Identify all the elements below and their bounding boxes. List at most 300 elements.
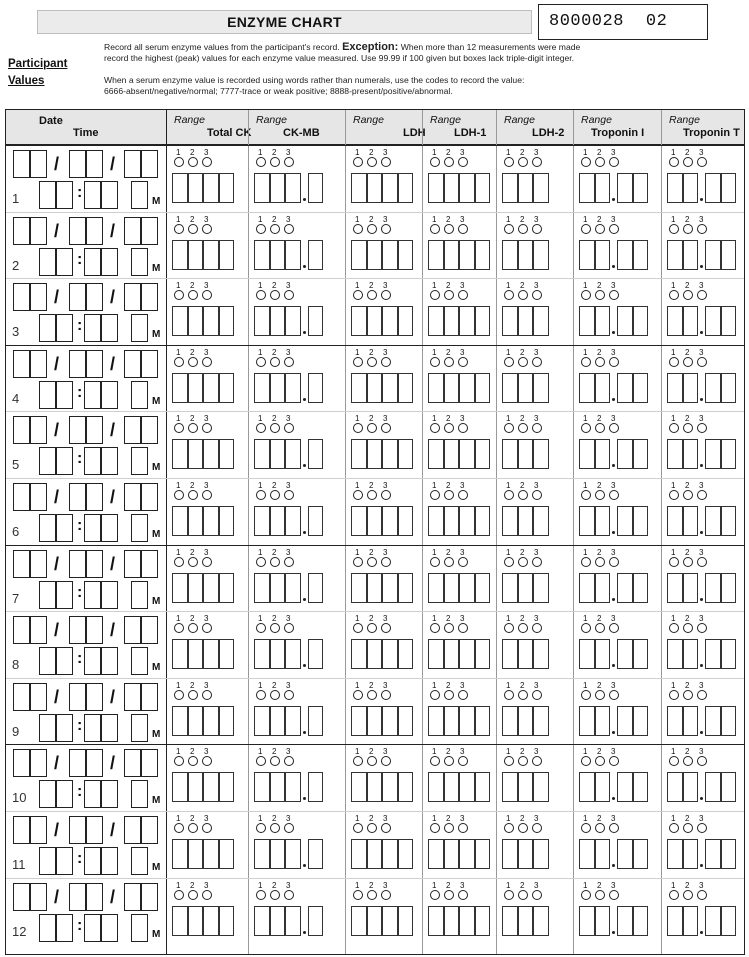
- range-number: 1: [583, 214, 588, 224]
- range-number: 2: [597, 547, 602, 557]
- range-number: 3: [460, 680, 465, 690]
- range-number: 2: [369, 614, 374, 624]
- date-separator: /: [110, 287, 116, 308]
- meridiem-label: M: [152, 928, 161, 940]
- row-number: 4: [12, 390, 20, 406]
- range-number: 2: [190, 814, 195, 823]
- range-number: 3: [460, 747, 465, 757]
- enzyme-name: Troponin T: [683, 127, 740, 139]
- range-number: 1: [583, 481, 588, 490]
- range-number: 2: [369, 414, 374, 424]
- values-word: Values: [8, 75, 45, 87]
- range-number: 1: [176, 814, 181, 823]
- date-separator: /: [110, 753, 116, 774]
- range-number: 2: [369, 148, 374, 157]
- range-number: 3: [286, 747, 291, 757]
- instruction-line4: 6666-absent/negative/normal; 7777-trace or weak positive; 8888-present/positive/abnormal.: [104, 86, 453, 96]
- range-number: 1: [583, 148, 588, 157]
- range-number: 3: [286, 281, 291, 291]
- range-number: 3: [383, 747, 388, 757]
- range-number: 1: [583, 414, 588, 424]
- range-number: 3: [460, 281, 465, 291]
- range-number: 2: [446, 281, 451, 291]
- range-number: 1: [583, 281, 588, 291]
- range-number: 1: [355, 148, 360, 157]
- range-number: 1: [671, 481, 676, 490]
- range-number: 1: [506, 214, 511, 224]
- range-number: 1: [432, 148, 437, 157]
- range-number: 3: [611, 614, 616, 624]
- range-number: 1: [506, 547, 511, 557]
- range-number: 1: [583, 747, 588, 757]
- range-number: 1: [671, 680, 676, 690]
- range-number: 2: [685, 680, 690, 690]
- range-number: 3: [611, 680, 616, 690]
- range-number: 3: [204, 814, 209, 823]
- range-number: 2: [685, 347, 690, 357]
- range-number: 1: [432, 547, 437, 557]
- date-separator: /: [110, 553, 116, 574]
- range-number: 3: [460, 880, 465, 890]
- range-number: 1: [258, 880, 263, 890]
- date-separator: /: [110, 620, 116, 641]
- range-number: 2: [685, 281, 690, 291]
- range-number: 3: [204, 680, 209, 690]
- range-number: 1: [506, 814, 511, 823]
- range-number: 1: [432, 747, 437, 757]
- date-separator: /: [110, 220, 116, 241]
- range-number: 1: [506, 880, 511, 890]
- range-number: 1: [176, 214, 181, 224]
- range-number: 2: [520, 747, 525, 757]
- range-number: 1: [176, 614, 181, 624]
- range-number: 3: [286, 214, 291, 224]
- date-separator: /: [54, 353, 60, 374]
- range-number: 3: [534, 347, 539, 357]
- range-number: 1: [506, 614, 511, 624]
- range-number: 2: [190, 281, 195, 291]
- range-number: 3: [286, 880, 291, 890]
- range-number: 2: [190, 547, 195, 557]
- range-number: 1: [258, 148, 263, 157]
- range-number: 1: [258, 281, 263, 291]
- range-number: 1: [258, 680, 263, 690]
- row-number: 12: [12, 923, 27, 939]
- range-number: 3: [286, 414, 291, 424]
- time-separator: :: [77, 650, 83, 668]
- row-number: 2: [12, 257, 20, 273]
- range-number: 1: [432, 347, 437, 357]
- range-number: 2: [520, 481, 525, 490]
- range-number: 1: [258, 747, 263, 757]
- range-number: 1: [355, 481, 360, 490]
- range-number: 3: [534, 214, 539, 224]
- range-number: 2: [272, 281, 277, 291]
- range-number: 1: [506, 414, 511, 424]
- range-number: 2: [597, 214, 602, 224]
- enzyme-name: Total CK: [207, 127, 252, 139]
- range-number: 3: [611, 347, 616, 357]
- range-number: 3: [699, 281, 704, 291]
- range-number: 2: [446, 148, 451, 157]
- range-number: 2: [190, 614, 195, 624]
- range-number: 1: [432, 414, 437, 424]
- form-id-box: [538, 4, 708, 40]
- date-separator: /: [54, 487, 60, 507]
- range-number: 1: [355, 347, 360, 357]
- instructions-block-2: [104, 75, 744, 97]
- range-number: 1: [506, 481, 511, 490]
- instruction-line1b: When more than 12 measurements were made: [400, 42, 581, 52]
- range-number: 2: [520, 814, 525, 823]
- range-number: 1: [671, 148, 676, 157]
- row-number: 9: [12, 723, 20, 739]
- range-number: 1: [583, 547, 588, 557]
- range-number: 2: [446, 680, 451, 690]
- range-number: 1: [671, 880, 676, 890]
- range-number: 3: [534, 481, 539, 490]
- range-number: 2: [520, 148, 525, 157]
- range-number: 1: [176, 747, 181, 757]
- time-separator: :: [77, 184, 83, 201]
- range-number: 2: [685, 547, 690, 557]
- range-label: Range: [430, 114, 461, 126]
- range-number: 2: [597, 281, 602, 291]
- range-number: 3: [286, 481, 291, 490]
- range-number: 3: [460, 547, 465, 557]
- range-number: 1: [355, 680, 360, 690]
- row-number: 3: [12, 324, 20, 340]
- range-number: 2: [272, 214, 277, 224]
- date-separator: /: [110, 154, 116, 174]
- row-number: 10: [12, 790, 27, 806]
- date-separator: /: [110, 420, 116, 441]
- range-number: 1: [583, 680, 588, 690]
- range-number: 2: [272, 680, 277, 690]
- range-number: 3: [204, 214, 209, 224]
- range-number: 3: [286, 347, 291, 357]
- range-number: 3: [383, 481, 388, 490]
- range-number: 1: [176, 880, 181, 890]
- range-number: 1: [176, 481, 181, 490]
- date-separator: /: [110, 686, 116, 707]
- date-separator: /: [54, 886, 60, 907]
- range-number: 1: [258, 481, 263, 490]
- range-number: 3: [611, 547, 616, 557]
- range-number: 1: [355, 214, 360, 224]
- date-separator: /: [54, 820, 60, 840]
- instruction-line1a: Record all serum enzyme values from the participant's record.: [104, 42, 340, 52]
- date-separator: /: [110, 886, 116, 907]
- range-number: 3: [460, 347, 465, 357]
- range-number: 2: [272, 414, 277, 424]
- range-number: 1: [671, 814, 676, 823]
- range-number: 2: [597, 148, 602, 157]
- range-number: 2: [190, 481, 195, 490]
- range-number: 1: [176, 680, 181, 690]
- range-number: 2: [685, 880, 690, 890]
- range-number: 2: [272, 547, 277, 557]
- range-number: 3: [534, 880, 539, 890]
- range-number: 2: [520, 614, 525, 624]
- range-number: 1: [432, 814, 437, 823]
- range-number: 3: [286, 814, 291, 823]
- range-number: 1: [355, 281, 360, 291]
- range-number: 2: [685, 614, 690, 624]
- range-number: 2: [369, 880, 374, 890]
- enzyme-name: LDH-2: [532, 127, 565, 139]
- meridiem-label: M: [152, 462, 161, 474]
- range-number: 3: [204, 880, 209, 890]
- range-number: 3: [460, 614, 465, 624]
- range-number: 3: [611, 481, 616, 490]
- date-separator: /: [110, 487, 116, 507]
- range-number: 3: [204, 281, 209, 291]
- range-number: 2: [520, 347, 525, 357]
- row-number: 1: [12, 191, 20, 206]
- range-number: 1: [176, 148, 181, 157]
- range-number: 1: [583, 347, 588, 357]
- time-separator: :: [77, 850, 83, 867]
- table-outline: [5, 109, 745, 955]
- range-number: 2: [520, 214, 525, 224]
- time-separator: :: [77, 517, 83, 534]
- date-header-label: Date: [39, 115, 63, 127]
- meridiem-label: M: [152, 728, 161, 740]
- range-number: 1: [671, 214, 676, 224]
- range-number: 1: [258, 547, 263, 557]
- range-number: 3: [611, 880, 616, 890]
- meridiem-label: M: [152, 395, 161, 407]
- range-number: 2: [685, 148, 690, 157]
- range-number: 3: [699, 481, 704, 490]
- range-number: 2: [685, 747, 690, 757]
- range-number: 2: [272, 747, 277, 757]
- range-number: 3: [460, 148, 465, 157]
- range-number: 1: [432, 614, 437, 624]
- range-number: 1: [671, 347, 676, 357]
- range-number: 2: [272, 481, 277, 490]
- range-number: 2: [597, 814, 602, 823]
- range-number: 1: [432, 680, 437, 690]
- range-number: 3: [286, 547, 291, 557]
- range-number: 2: [446, 547, 451, 557]
- range-number: 3: [699, 214, 704, 224]
- meridiem-label: M: [152, 262, 161, 274]
- range-number: 2: [597, 680, 602, 690]
- range-number: 1: [432, 281, 437, 291]
- range-number: 3: [286, 680, 291, 690]
- range-number: 3: [534, 547, 539, 557]
- instruction-line2: record the highest (peak) values for each enzyme value measured. Use 99.99 if 100 given but boxes lack triple-digit integer.: [104, 53, 575, 63]
- range-number: 1: [583, 814, 588, 823]
- range-number: 1: [176, 547, 181, 557]
- range-number: 3: [204, 481, 209, 490]
- range-number: 2: [190, 214, 195, 224]
- date-separator: /: [54, 420, 60, 441]
- meridiem-label: M: [152, 862, 161, 873]
- range-number: 2: [520, 680, 525, 690]
- range-number: 3: [611, 281, 616, 291]
- range-number: 2: [190, 747, 195, 757]
- meridiem-label: M: [152, 795, 161, 807]
- range-number: 1: [176, 414, 181, 424]
- range-number: 3: [534, 414, 539, 424]
- row-number: 5: [12, 457, 20, 473]
- range-number: 1: [671, 747, 676, 757]
- range-number: 3: [204, 747, 209, 757]
- range-number: 2: [272, 814, 277, 823]
- range-number: 3: [699, 414, 704, 424]
- range-number: 1: [583, 614, 588, 624]
- range-number: 2: [520, 281, 525, 291]
- range-number: 3: [611, 414, 616, 424]
- range-number: 3: [611, 214, 616, 224]
- exception-label: Exception:: [342, 41, 399, 53]
- range-number: 1: [355, 414, 360, 424]
- row-number: 7: [12, 590, 20, 606]
- date-separator: /: [54, 620, 60, 641]
- date-separator: /: [54, 753, 60, 774]
- range-number: 3: [204, 148, 209, 157]
- range-number: 3: [699, 547, 704, 557]
- range-number: 3: [383, 347, 388, 357]
- range-number: 3: [460, 214, 465, 224]
- time-separator: :: [77, 450, 83, 468]
- enzyme-name: LDH: [403, 127, 426, 139]
- range-number: 3: [383, 547, 388, 557]
- range-number: 2: [190, 680, 195, 690]
- range-number: 2: [369, 481, 374, 490]
- range-number: 3: [460, 814, 465, 823]
- range-number: 2: [272, 614, 277, 624]
- page-title: ENZYME CHART: [227, 14, 342, 30]
- time-separator: :: [77, 250, 83, 268]
- range-number: 3: [699, 747, 704, 757]
- range-number: 1: [258, 214, 263, 224]
- range-number: 2: [369, 814, 374, 823]
- range-number: 3: [383, 880, 388, 890]
- range-number: 1: [176, 347, 181, 357]
- time-separator: :: [77, 916, 83, 934]
- range-number: 3: [286, 614, 291, 624]
- range-number: 3: [534, 148, 539, 157]
- meridiem-label: M: [152, 196, 161, 207]
- range-number: 3: [383, 814, 388, 823]
- participant-word: Participant: [8, 58, 68, 70]
- range-number: 1: [355, 547, 360, 557]
- range-number: 1: [258, 347, 263, 357]
- range-number: 3: [611, 148, 616, 157]
- range-label: Range: [581, 114, 612, 126]
- range-number: 3: [383, 148, 388, 157]
- range-number: 2: [597, 880, 602, 890]
- range-number: 3: [534, 814, 539, 823]
- range-number: 2: [446, 481, 451, 490]
- range-number: 3: [534, 680, 539, 690]
- range-number: 2: [369, 347, 374, 357]
- instructions-block-1: [104, 42, 744, 64]
- range-number: 3: [286, 148, 291, 157]
- range-number: 3: [611, 814, 616, 823]
- range-number: 2: [446, 880, 451, 890]
- date-separator: /: [54, 287, 60, 308]
- range-number: 3: [383, 414, 388, 424]
- range-number: 2: [446, 814, 451, 823]
- range-number: 1: [506, 148, 511, 157]
- range-number: 2: [272, 880, 277, 890]
- form-number: 8000028: [549, 12, 624, 31]
- range-number: 3: [383, 214, 388, 224]
- date-separator: /: [110, 353, 116, 374]
- range-number: 3: [699, 614, 704, 624]
- range-number: 1: [432, 880, 437, 890]
- range-number: 2: [597, 414, 602, 424]
- range-number: 1: [355, 814, 360, 823]
- range-number: 2: [446, 614, 451, 624]
- range-number: 3: [699, 148, 704, 157]
- range-number: 2: [685, 814, 690, 823]
- row-number: 8: [12, 657, 20, 673]
- range-number: 3: [204, 547, 209, 557]
- range-number: 1: [671, 414, 676, 424]
- range-number: 1: [432, 214, 437, 224]
- enzyme-name: LDH-1: [454, 127, 487, 139]
- range-number: 2: [685, 414, 690, 424]
- range-number: 1: [671, 614, 676, 624]
- range-number: 1: [671, 281, 676, 291]
- range-number: 2: [272, 347, 277, 357]
- range-number: 2: [446, 347, 451, 357]
- range-label: Range: [174, 114, 205, 126]
- meridiem-label: M: [152, 662, 161, 674]
- meridiem-label: M: [152, 529, 161, 540]
- instruction-line3: When a serum enzyme value is recorded using words rather than numerals, use the codes to record the value:: [104, 75, 525, 85]
- range-number: 2: [369, 547, 374, 557]
- range-number: 2: [446, 214, 451, 224]
- range-number: 2: [369, 281, 374, 291]
- time-separator: :: [77, 783, 83, 801]
- range-number: 1: [355, 614, 360, 624]
- range-number: 3: [204, 414, 209, 424]
- time-separator: :: [77, 317, 83, 335]
- time-separator: :: [77, 583, 83, 601]
- range-label: Range: [256, 114, 287, 126]
- range-number: 2: [190, 347, 195, 357]
- range-number: 2: [685, 214, 690, 224]
- range-label: Range: [669, 114, 700, 126]
- range-number: 3: [204, 347, 209, 357]
- range-number: 2: [685, 481, 690, 490]
- range-number: 1: [671, 547, 676, 557]
- range-number: 2: [597, 614, 602, 624]
- row-number: 11: [12, 857, 26, 872]
- range-number: 2: [597, 481, 602, 490]
- range-number: 2: [597, 347, 602, 357]
- range-number: 3: [534, 281, 539, 291]
- range-label: Range: [504, 114, 535, 126]
- date-separator: /: [110, 820, 116, 840]
- title-bar: [37, 10, 532, 34]
- range-number: 1: [176, 281, 181, 291]
- range-number: 1: [506, 747, 511, 757]
- range-number: 3: [460, 414, 465, 424]
- time-header-label: Time: [73, 127, 99, 139]
- range-number: 2: [369, 214, 374, 224]
- range-number: 1: [506, 347, 511, 357]
- range-number: 1: [583, 880, 588, 890]
- range-number: 2: [520, 414, 525, 424]
